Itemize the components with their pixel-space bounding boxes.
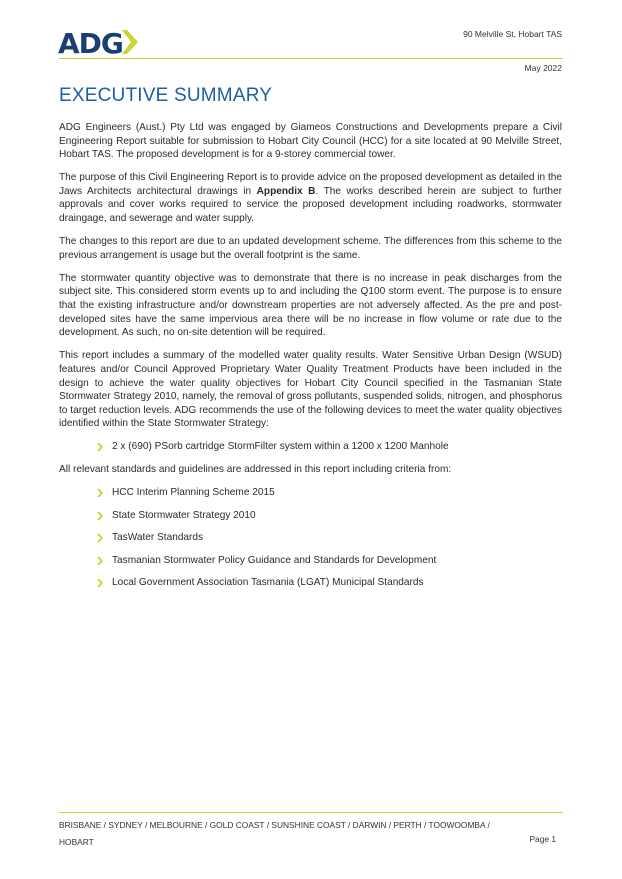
header-divider: [59, 58, 563, 59]
logo-text: ADG: [58, 27, 123, 58]
footer-cities-line-1: BRISBANE / SYDNEY / MELBOURNE / GOLD COAST / SUNSHINE COAST / DARWIN / PERTH / TOOWOOMBA /: [59, 820, 490, 830]
paragraph-water-quality: This report includes a summary of the modelled water quality results. Water Sensitive Urban Design (WSUD) features and/or Council Approved Proprietary Water Quality Treatment Products have been included in the design to achieve the water quality objectives for Hobart City Council specified in the Tasmanian State Stormwater Strategy 2010, namely, the removal of gross pollutants, suspended solids, nitrogen, and phosphorus to target reduction levels. ADG recommends the use of the following devices to meet the water quality objectives identified within the State Stormwater Strategy:: [59, 350, 562, 430]
bullet-chevron-icon: [97, 443, 103, 451]
footer-cities-line-2: HOBART: [59, 837, 94, 847]
paragraph-engagement: ADG Engineers (Aust.) Pty Ltd was engaged by Giameos Constructions and Developments prepare a Civil Engineering Report suitable for submission to Hobart City Council (HCC) for a site located at 90 Melville Street, Hobart TAS. The proposed development is for a 9-storey commercial tower.: [59, 122, 562, 161]
footer-office-locations: [59, 817, 499, 851]
list-item: State Stormwater Strategy 2010: [97, 509, 562, 523]
list-item: 2 x (690) PSorb cartridge StormFilter system within a 1200 x 1200 Manhole: [97, 440, 562, 454]
list-item: Local Government Association Tasmania (LGAT) Municipal Standards: [97, 576, 562, 590]
appendix-reference: Appendix B: [256, 185, 316, 197]
paragraph-changes: The changes to this report are due to an updated development scheme. The differences from this scheme to the previous arrangement is usage but the overall footprint is the same.: [59, 236, 562, 261]
footer-divider: [59, 812, 563, 813]
standards-list: [59, 486, 562, 590]
adg-logo: [58, 26, 142, 58]
paragraph-stormwater-quantity: The stormwater quantity objective was to demonstrate that there is no increase in peak discharges from the subject site. This considered storm events up to and including the Q100 storm event. The purpose is to ensure that the existing infrastructure and/or downstream properties are not adversely affected. As the pre and post-developed sites have the same impervious area there will be no increase in flow volume or rate due to the development. As such, no on-site detention will be required.: [59, 272, 562, 339]
header-date: May 2022: [524, 63, 562, 73]
paragraph-standards-intro: All relevant standards and guidelines are addressed in this report including criteria from:: [59, 463, 452, 475]
device-list: [59, 440, 562, 454]
logo-chevron-icon: [122, 30, 138, 54]
header-address: 90 Melville St, Hobart TAS: [463, 29, 562, 39]
list-item: Tasmanian Stormwater Policy Guidance and Standards for Development: [97, 554, 562, 568]
bullet-chevron-icon: [97, 489, 103, 497]
page-number: Page 1: [529, 834, 556, 844]
bullet-chevron-icon: [97, 512, 103, 520]
list-item: TasWater Standards: [97, 531, 562, 545]
bullet-chevron-icon: [97, 579, 103, 587]
list-item: HCC Interim Planning Scheme 2015: [97, 486, 562, 500]
document-body: [59, 121, 562, 599]
bullet-chevron-icon: [97, 557, 103, 565]
paragraph-purpose: The purpose of this Civil Engineering Report is to provide advice on the proposed development as detailed in the Jaws Architects architectural drawings in Appendix B. The works described herein are subject to further approvals and cover works required to service the proposed development including roadworks, stormwater draingage, and sewerage and water supply.: [59, 172, 563, 225]
bullet-chevron-icon: [97, 534, 103, 542]
page-title: EXECUTIVE SUMMARY: [59, 85, 273, 106]
